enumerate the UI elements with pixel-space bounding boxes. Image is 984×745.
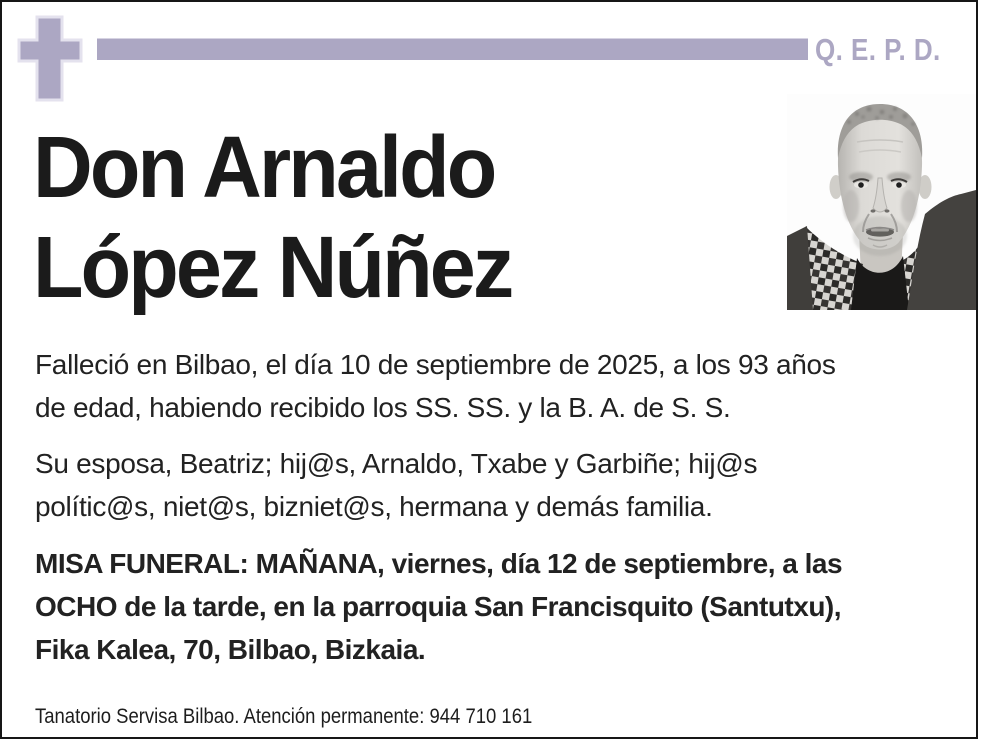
death-notice-line2: de edad, habiendo recibido los SS. SS. y la B. A. de S. S.	[35, 392, 731, 423]
funeral-line3: Fika Kalea, 70, Bilbao, Bizkaia.	[35, 634, 426, 665]
accent-bar	[97, 38, 808, 60]
cross-icon	[0, 0, 110, 110]
header-rule-row	[97, 31, 965, 67]
deceased-name-title	[33, 118, 511, 318]
family-line2: polític@s, niet@s, bizniet@s, hermana y demás familia.	[35, 491, 713, 522]
family-paragraph	[35, 442, 757, 528]
family-line1: Su esposa, Beatriz; hij@s, Arnaldo, Txabe y Garbiñe; hij@s	[35, 448, 758, 479]
deceased-name-line2: López Núñez	[33, 219, 512, 316]
funeral-line1: MISA FUNERAL: MAÑANA, viernes, día 12 de septiembre, a las	[35, 548, 843, 579]
funeral-home-footer: Tanatorio Servisa Bilbao. Atención permanente: 944 710 161	[35, 705, 533, 728]
death-notice-paragraph	[35, 343, 836, 429]
deceased-photo	[787, 94, 976, 310]
qepd-label: Q. E. P. D.	[815, 31, 942, 67]
funeral-line2: OCHO de la tarde, en la parroquia San Francisquito (Santutxu),	[35, 591, 842, 622]
portrait-photo	[787, 94, 976, 310]
cross-icon-glyph	[0, 0, 110, 110]
death-notice-line1: Falleció en Bilbao, el día 10 de septiembre de 2025, a los 93 años	[35, 349, 836, 380]
deceased-name-line1: Don Arnaldo	[33, 119, 495, 216]
funeral-mass-paragraph	[35, 542, 842, 671]
